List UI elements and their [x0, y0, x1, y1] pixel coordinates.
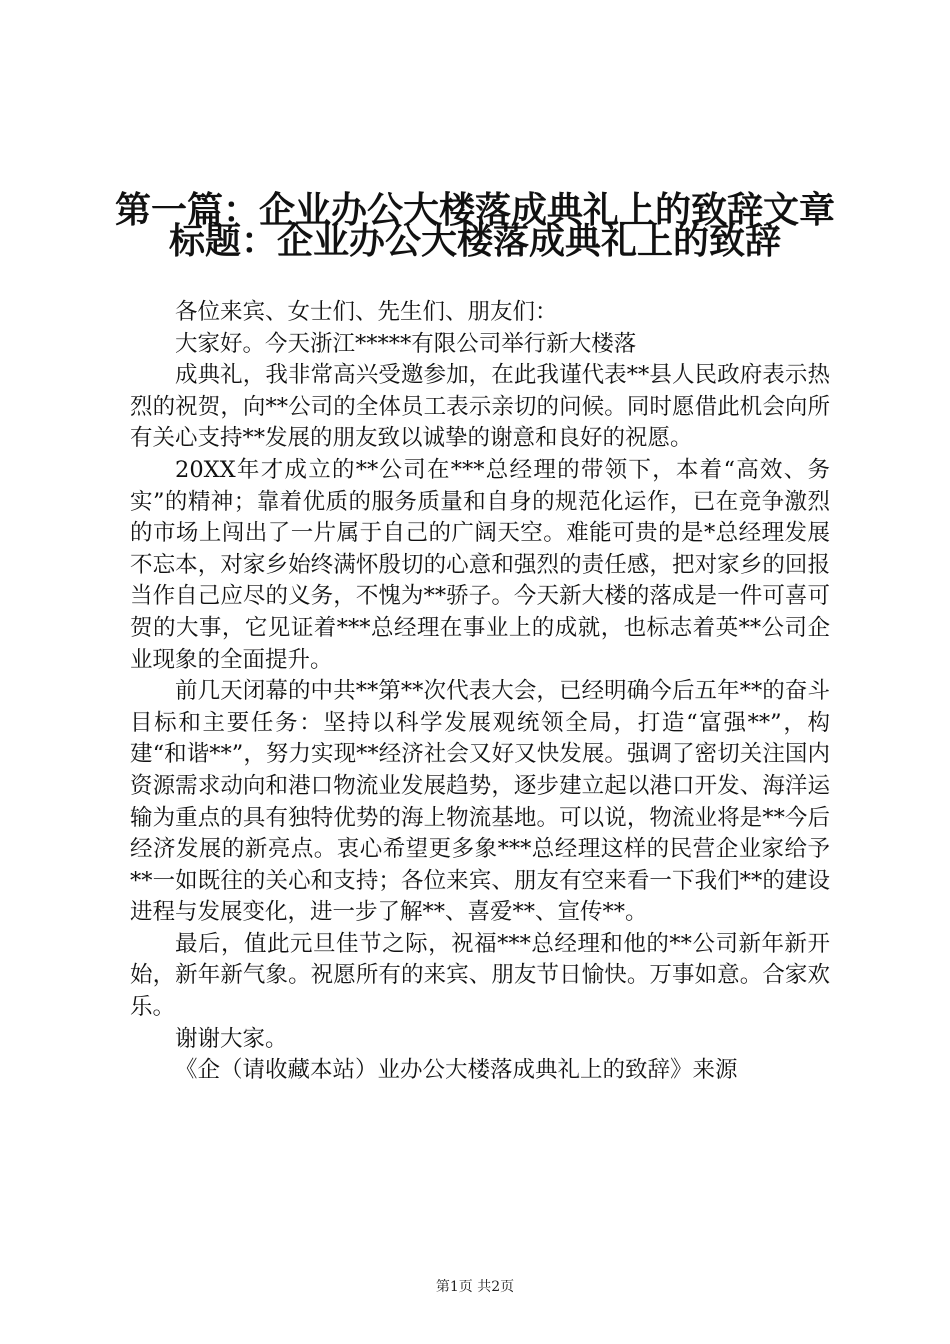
- paragraph-thanks: 谢谢大家。: [175, 1025, 288, 1052]
- paragraph-opening: 大家好。今天浙江*****有限公司举行新大楼落: [175, 330, 637, 357]
- paragraph-development-goals: 前几天闭幕的中共**第**次代表大会，已经明确今后五年**的奋斗目标和主要任务：坚持以科学发展观统领全局，打造“富强**”，构建“和谐**”，努力实现**经济社会又好又快发展。强调了密切关注国内资源需求动向和港口物流业发展趋势，逐步建立起以港口开发、海洋运输为重点的具有独特优势的海上物流基地。可以说，物流业将是**今后经济发展的新亮点。衷心希望更多象***总经理这样的民营企业家给予**一如既往的关心和支持；各位来宾、朋友有空来看一下我们**的建设进程与发展变化，进一步了解**、喜爱**、宣传**。: [130, 678, 830, 926]
- paragraph-closing-wishes: 最后，值此元旦佳节之际，祝福***总经理和他的**公司新年新开始，新年新气象。祝愿所有的来宾、朋友节日愉快。万事如意。合家欢乐。: [130, 930, 830, 1021]
- page-number: 第1页 共2页: [435, 1279, 515, 1295]
- paragraph-congratulations: 成典礼，我非常高兴受邀参加，在此我谨代表**县人民政府表示热烈的祝贺，向**公司的全体员工表示亲切的问候。同时愿借此机会向所有关心支持**发展的朋友致以诚挚的谢意和良好的祝愿。: [130, 362, 830, 452]
- document-body: [130, 297, 830, 1087]
- paragraph-greeting: 各位来宾、女士们、先生们、朋友们：: [175, 299, 558, 325]
- paragraph-source-note: 《企（请收藏本站）业办公大楼落成典礼上的致辞》来源: [175, 1057, 738, 1084]
- document-subtitle: 标题：企业办公大楼落成典礼上的致辞: [168, 221, 781, 262]
- paragraph-company-achievement: 20XX年才成立的**公司在***总经理的带领下，本着“高效、务实”的精神；靠着优质的服务质量和自身的规范化运作，已在竞争激烈的市场上闯出了一片属于自己的广阔天空。难能可贵的是*总经理发展不忘本，对家乡始终满怀殷切的心意和强烈的责任感，把对家乡的回报当作自己应尽的义务，不愧为**骄子。今天新大楼的落成是一件可喜可贺的大事，它见证着***总经理在事业上的成就，也标志着英**公司企业现象的全面提升。: [130, 456, 830, 673]
- document-title: 第一篇：企业办公大楼落成典礼上的致辞文章: [114, 190, 835, 231]
